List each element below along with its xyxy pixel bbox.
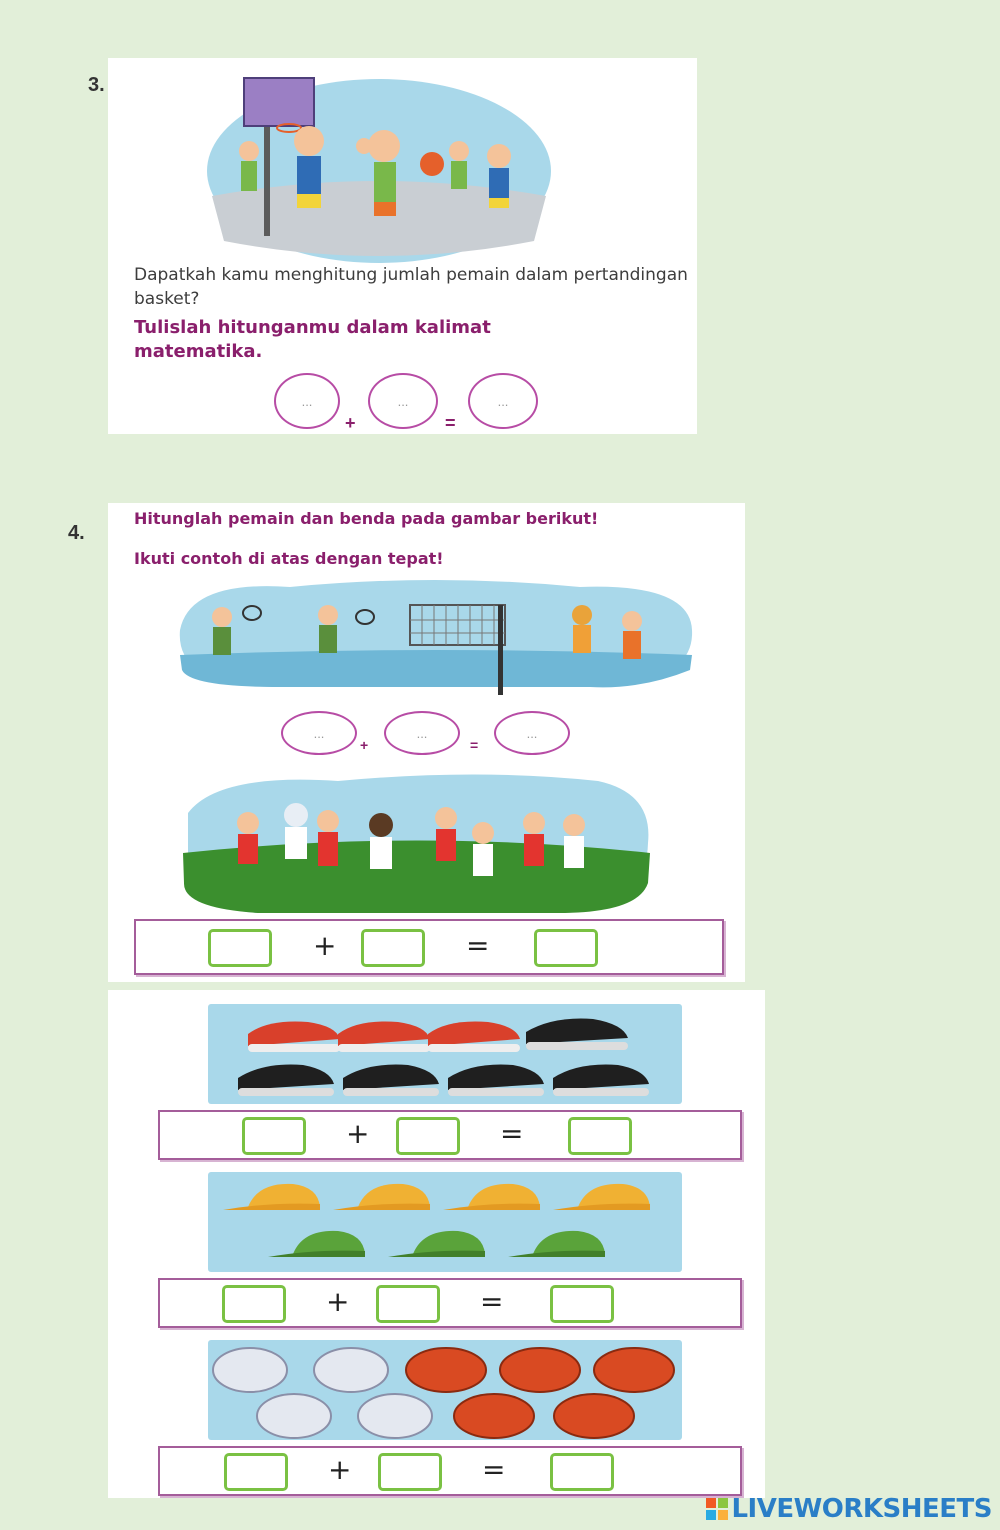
plus-sign: + <box>345 413 356 433</box>
answer-box-result[interactable] <box>550 1285 614 1323</box>
soccer-scene-illustration <box>178 773 653 918</box>
equals-sign: = <box>445 413 456 433</box>
question-4-continued-panel <box>108 990 765 1498</box>
answer-circle-result[interactable]: ... <box>468 373 538 429</box>
answer-box-result[interactable] <box>568 1117 632 1155</box>
question-3-text: Dapatkah kamu menghitung jumlah pemain dalam pertandingan basket? <box>134 265 688 309</box>
q4-plus-sign: + <box>360 737 369 753</box>
plus-sign: + <box>328 1453 352 1486</box>
q4-answer-circle-1[interactable]: ... <box>281 711 357 755</box>
answer-row-balls <box>158 1446 742 1496</box>
answer-row-shoes <box>158 1110 742 1160</box>
yellow-caps <box>223 1184 650 1210</box>
answer-box-1[interactable] <box>242 1117 306 1155</box>
volleyballs <box>213 1348 432 1438</box>
question-number-3: 3. <box>88 74 105 96</box>
shoes-illustration <box>208 1004 682 1104</box>
red-shoes <box>248 1022 520 1053</box>
answer-box-1[interactable] <box>224 1453 288 1491</box>
answer-box-result[interactable] <box>534 929 598 967</box>
answer-row-soccer <box>134 919 724 975</box>
caps-illustration <box>208 1172 682 1272</box>
shoes-picture <box>208 1004 682 1104</box>
question-4-instruction-1: Hitunglah pemain dan benda pada gambar berikut! <box>134 509 599 528</box>
answer-box-2[interactable] <box>361 929 425 967</box>
logo-mark-icon <box>706 1498 728 1520</box>
question-4-instruction-2: Ikuti contoh di atas dengan tepat! <box>134 549 444 568</box>
equals-sign: = <box>480 1285 504 1318</box>
balls-illustration <box>208 1340 682 1440</box>
q4-answer-circle-result[interactable]: ... <box>494 711 570 755</box>
answer-circle-2[interactable]: ... <box>368 373 438 429</box>
basketball-scene-illustration <box>204 66 554 266</box>
equals-sign: = <box>466 929 490 962</box>
answer-row-caps <box>158 1278 742 1328</box>
caps-picture <box>208 1172 682 1272</box>
balls-picture <box>208 1340 682 1440</box>
question-3-instruction: Tulislah hitunganmu dalam kalimat matematika. <box>134 317 491 362</box>
q4-equals-sign: = <box>470 737 479 753</box>
equals-sign: = <box>500 1117 524 1150</box>
question-4-panel <box>108 503 745 982</box>
q4-answer-circle-2[interactable]: ... <box>384 711 460 755</box>
answer-circle-1[interactable]: ... <box>274 373 340 429</box>
answer-box-1[interactable] <box>222 1285 286 1323</box>
basketballs <box>406 1348 674 1438</box>
plus-sign: + <box>313 929 337 962</box>
answer-box-2[interactable] <box>376 1285 440 1323</box>
plus-sign: + <box>326 1285 350 1318</box>
question-3-panel <box>108 58 697 434</box>
plus-sign: + <box>346 1117 370 1150</box>
badminton-scene-illustration <box>170 575 700 695</box>
answer-box-2[interactable] <box>396 1117 460 1155</box>
answer-box-result[interactable] <box>550 1453 614 1491</box>
answer-box-1[interactable] <box>208 929 272 967</box>
equals-sign: = <box>482 1453 506 1486</box>
question-number-4: 4. <box>68 522 85 544</box>
logo-text: LIVEWORKSHEETS <box>731 1494 992 1524</box>
answer-box-2[interactable] <box>378 1453 442 1491</box>
green-caps <box>268 1231 605 1257</box>
liveworksheets-logo <box>706 1494 992 1524</box>
